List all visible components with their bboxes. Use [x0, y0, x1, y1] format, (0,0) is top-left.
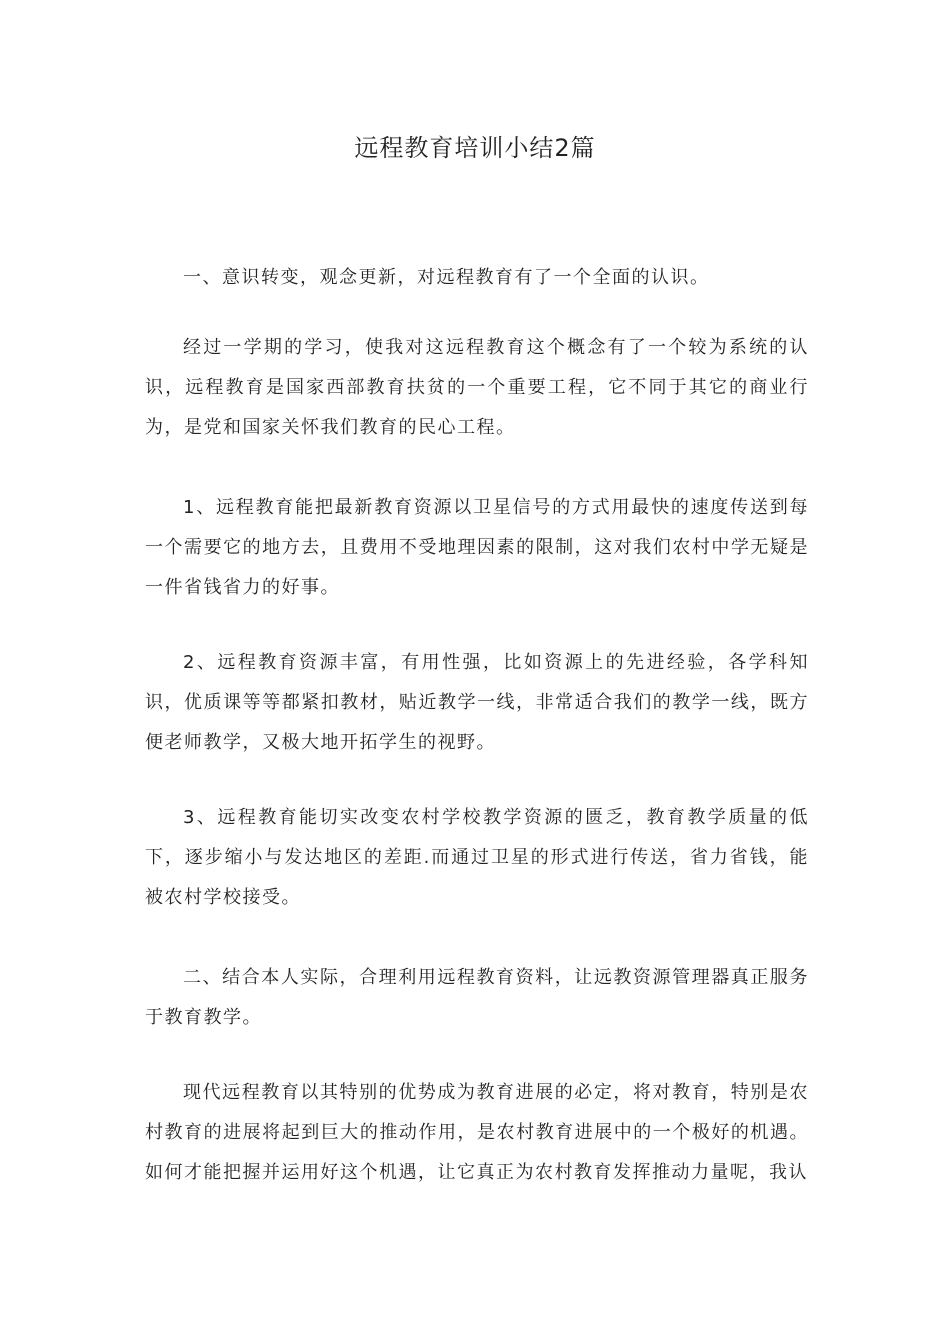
list-item-2: 2、远程教育资源丰富，有用性强，比如资源上的先进经验，各学科知识，优质课等等都紧扣教材，贴近教学一线，非常适合我们的教学一线，既方便老师教学，又极大地开拓学生的视野。: [145, 652, 809, 753]
paragraph: 经过一学期的学习，使我对这远程教育这个概念有了一个较为系统的认识，远程教育是国家西部教育扶贫的一个重要工程，它不同于其它的商业行为，是党和国家关怀我们教育的民心工程。: [145, 337, 809, 438]
document-title: 远程教育培训小结2篇: [354, 134, 596, 162]
section-heading-2: 二、结合本人实际，合理利用远程教育资料，让远教资源管理器真正服务于教育教学。: [145, 967, 809, 1028]
list-item-1: 1、远程教育能把最新教育资源以卫星信号的方式用最快的速度传送到每一个需要它的地方去，且费用不受地理因素的限制，这对我们农村中学无疑是一件省钱省力的好事。: [145, 497, 809, 598]
paragraph: 现代远程教育以其特别的优势成为教育进展的必定，将对教育，特别是农村教育的进展将起到巨大的推动作用，是农村教育进展中的一个极好的机遇。如何才能把握并运用好这个机遇，让它真正为农村教育发挥推动力量呢，我认: [145, 1082, 809, 1183]
list-item-3: 3、远程教育能切实改变农村学校教学资源的匮乏，教育教学质量的低下，逐步缩小与发达地区的差距.而通过卫星的形式进行传送，省力省钱，能被农村学校接受。: [145, 807, 809, 908]
section-heading-1: 一、意识转变，观念更新，对远程教育有了一个全面的认识。: [183, 267, 710, 288]
